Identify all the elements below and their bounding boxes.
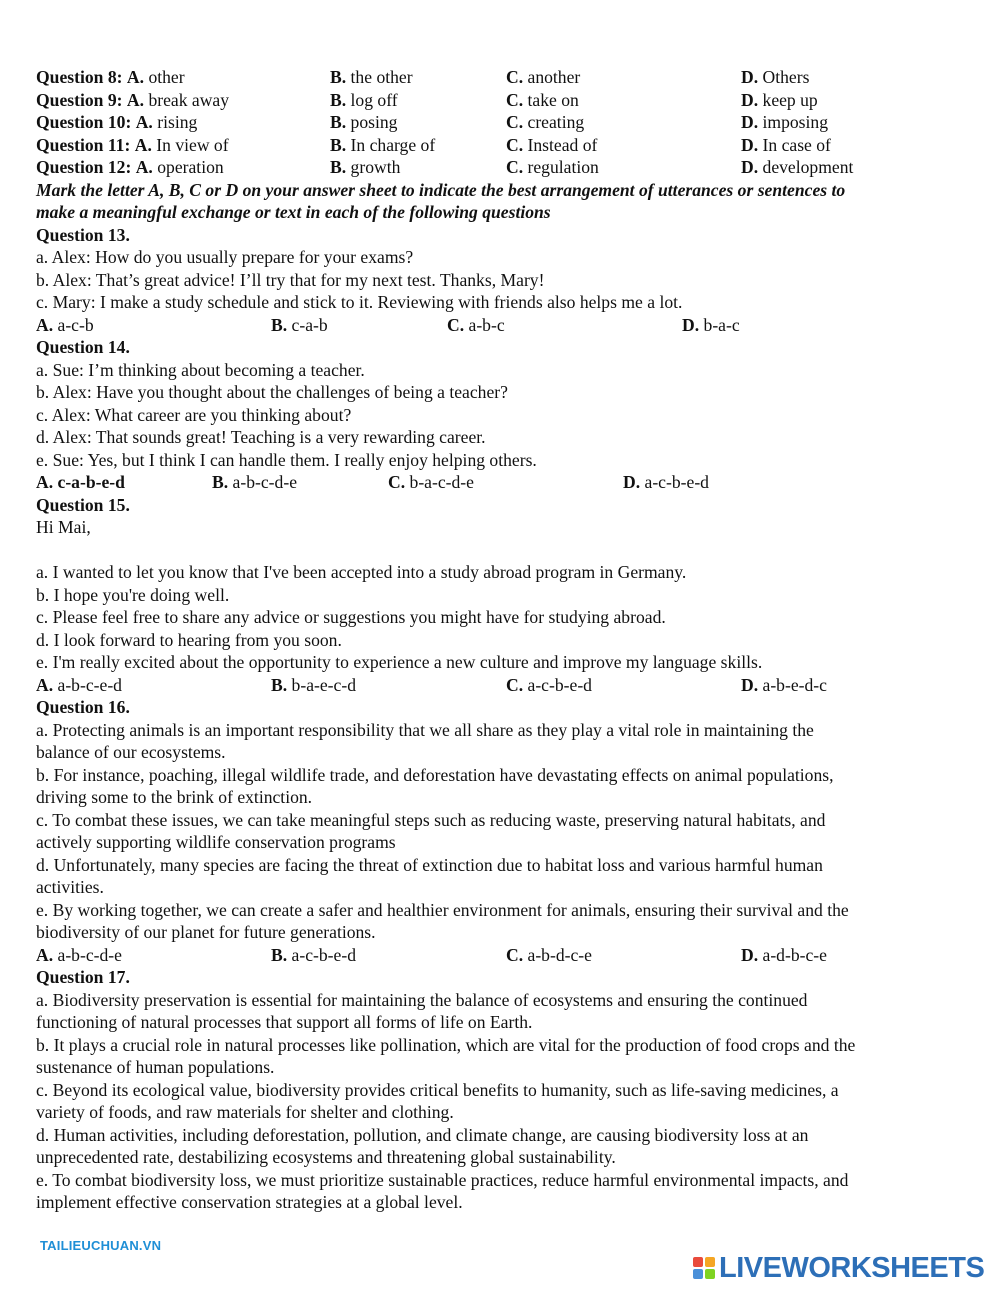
passage-line: d. Human activities, including deforestation, pollution, and climate change, are causing biodiversity loss at an bbox=[36, 1124, 809, 1145]
option-letter: B. bbox=[330, 112, 347, 132]
question-row bbox=[36, 89, 956, 112]
option-c[interactable]: regulation bbox=[527, 157, 599, 177]
option-d[interactable]: a-c-b-e-d bbox=[644, 472, 709, 492]
option-letter: A. bbox=[134, 134, 152, 155]
option-letter: D. bbox=[741, 112, 759, 132]
option-letter: A. bbox=[36, 472, 54, 492]
option-letter: B. bbox=[271, 944, 288, 965]
section-instruction-line2: make a meaningful exchange or text in each of the following questions bbox=[36, 202, 551, 222]
option-b[interactable]: a-b-c-d-e bbox=[232, 472, 298, 492]
letter-line: c. Please feel free to share any advice or suggestions you might have for studying abroad. bbox=[36, 607, 666, 627]
question-title: Question 16. bbox=[36, 697, 130, 717]
option-letter: D. bbox=[741, 89, 759, 110]
dialogue-line: e. Sue: Yes, but I think I can handle them. I really enjoy helping others. bbox=[36, 449, 537, 470]
question-label: Question 11: bbox=[36, 134, 131, 155]
passage-line: unprecedented rate, destabilizing ecosystems and threatening global sustainability. bbox=[36, 1147, 616, 1167]
option-d[interactable]: a-b-e-d-c bbox=[762, 674, 827, 695]
option-a[interactable]: rising bbox=[157, 112, 198, 132]
option-c[interactable]: a-c-b-e-d bbox=[527, 674, 592, 695]
option-letter: C. bbox=[388, 472, 406, 492]
option-letter: A. bbox=[36, 944, 54, 965]
option-b[interactable]: posing bbox=[350, 112, 398, 132]
answer-options bbox=[36, 471, 956, 494]
question-row bbox=[36, 111, 956, 134]
answer-options bbox=[36, 944, 956, 967]
option-a[interactable]: break away bbox=[148, 89, 230, 110]
passage-line: e. By working together, we can create a safer and healthier environment for animals, ensuring their survival and the bbox=[36, 899, 849, 920]
option-c[interactable]: a-b-c bbox=[468, 314, 505, 335]
option-letter: D. bbox=[741, 134, 759, 155]
option-c[interactable]: take on bbox=[527, 89, 579, 110]
option-letter: C. bbox=[447, 314, 465, 335]
option-letter: C. bbox=[506, 67, 524, 87]
question-title: Question 15. bbox=[36, 494, 130, 515]
option-c[interactable]: Instead of bbox=[527, 134, 598, 155]
option-c[interactable]: creating bbox=[527, 112, 585, 132]
dialogue-line: b. Alex: That’s great advice! I’ll try that for my next test. Thanks, Mary! bbox=[36, 269, 545, 290]
option-d[interactable]: imposing bbox=[762, 112, 829, 132]
option-a[interactable]: operation bbox=[157, 157, 224, 177]
option-letter: B. bbox=[271, 314, 288, 335]
option-letter: B. bbox=[212, 472, 229, 492]
passage-line: balance of our ecosystems. bbox=[36, 742, 226, 762]
passage-line: activities. bbox=[36, 877, 104, 897]
question-label: Question 9: bbox=[36, 89, 123, 110]
option-letter: A. bbox=[36, 314, 54, 335]
passage-line: driving some to the brink of extinction. bbox=[36, 787, 313, 807]
passage-line: sustenance of human populations. bbox=[36, 1057, 275, 1077]
letter-greeting: Hi Mai, bbox=[36, 517, 91, 537]
answer-options bbox=[36, 674, 956, 697]
option-rows-top bbox=[36, 66, 956, 179]
option-b[interactable]: a-c-b-e-d bbox=[291, 944, 357, 965]
option-b[interactable]: c-a-b bbox=[291, 314, 328, 335]
option-a[interactable]: a-c-b bbox=[57, 314, 94, 335]
option-b[interactable]: In charge of bbox=[350, 134, 436, 155]
option-letter: C. bbox=[506, 674, 524, 695]
option-letter: C. bbox=[506, 89, 524, 110]
option-a[interactable]: a-b-c-e-d bbox=[57, 674, 122, 695]
option-letter: D. bbox=[741, 944, 759, 965]
letter-line: d. I look forward to hearing from you soon. bbox=[36, 629, 342, 650]
option-b[interactable]: log off bbox=[350, 89, 398, 110]
option-letter: D. bbox=[741, 67, 759, 87]
dialogue-line: c. Mary: I make a study schedule and stick to it. Reviewing with friends also helps me a lot. bbox=[36, 292, 683, 312]
option-letter: C. bbox=[506, 112, 524, 132]
passage-line: actively supporting wildlife conservation programs bbox=[36, 832, 396, 852]
passage-line: d. Unfortunately, many species are facing the threat of extinction due to habitat loss and various harmful human bbox=[36, 854, 823, 875]
passage-line: c. Beyond its ecological value, biodiversity provides critical benefits to humanity, such as life-saving medicines, a bbox=[36, 1079, 839, 1100]
option-letter: A. bbox=[135, 112, 153, 132]
question-row bbox=[36, 156, 956, 179]
option-letter: A. bbox=[36, 674, 54, 695]
option-letter: C. bbox=[506, 157, 524, 177]
option-a[interactable]: c-a-b-e-d bbox=[57, 472, 125, 492]
dialogue-line: a. Alex: How do you usually prepare for your exams? bbox=[36, 247, 414, 267]
option-letter: B. bbox=[330, 67, 347, 87]
option-d[interactable]: development bbox=[762, 157, 854, 177]
option-d[interactable]: In case of bbox=[762, 134, 831, 155]
passage-line: functioning of natural processes that support all forms of life on Earth. bbox=[36, 1012, 533, 1032]
option-letter: A. bbox=[135, 157, 153, 177]
letter-line: e. I'm really excited about the opportunity to experience a new culture and improve my language skills. bbox=[36, 652, 763, 672]
dialogue-line: c. Alex: What career are you thinking about? bbox=[36, 404, 352, 425]
dialogue-line: a. Sue: I’m thinking about becoming a teacher. bbox=[36, 359, 365, 380]
liveworksheets-logo[interactable] bbox=[693, 1252, 984, 1284]
option-letter: D. bbox=[682, 314, 700, 335]
option-letter: D. bbox=[623, 472, 641, 492]
option-d[interactable]: keep up bbox=[762, 89, 818, 110]
passage-line: implement effective conservation strategies at a global level. bbox=[36, 1192, 463, 1212]
letter-line: a. I wanted to let you know that I've been accepted into a study abroad program in Germany. bbox=[36, 562, 687, 582]
option-b[interactable]: the other bbox=[350, 67, 413, 87]
option-d[interactable]: Others bbox=[762, 67, 810, 87]
passage-line: biodiversity of our planet for future generations. bbox=[36, 922, 376, 942]
answer-options bbox=[36, 314, 956, 337]
question-row bbox=[36, 66, 956, 89]
question-label: Question 12: bbox=[36, 157, 132, 177]
passage-line: c. To combat these issues, we can take meaningful steps such as reducing waste, preserving natural habitats, and bbox=[36, 809, 826, 830]
dialogue-line: b. Alex: Have you thought about the challenges of being a teacher? bbox=[36, 382, 508, 402]
passage-line: e. To combat biodiversity loss, we must prioritize sustainable practices, reduce harmful environmental impacts, and bbox=[36, 1169, 849, 1190]
letter-line: b. I hope you're doing well. bbox=[36, 584, 230, 605]
passage-line: a. Biodiversity preservation is essential for maintaining the balance of ecosystems and ensuring the continued bbox=[36, 989, 808, 1010]
option-letter: D. bbox=[741, 157, 759, 177]
option-letter: B. bbox=[271, 674, 288, 695]
liveworksheets-wordmark: LIVEWORKSHEETS bbox=[719, 1251, 985, 1284]
question-title: Question 13. bbox=[36, 224, 130, 245]
option-d[interactable]: b-a-c bbox=[703, 314, 740, 335]
option-letter: A. bbox=[126, 67, 145, 87]
option-letter: B. bbox=[330, 89, 347, 110]
option-letter: A. bbox=[126, 89, 145, 110]
option-b[interactable]: b-a-e-c-d bbox=[291, 674, 357, 695]
dialogue-line: d. Alex: That sounds great! Teaching is a very rewarding career. bbox=[36, 427, 486, 447]
question-title: Question 17. bbox=[36, 967, 130, 987]
option-letter: D. bbox=[741, 674, 759, 695]
option-c[interactable]: another bbox=[527, 67, 581, 87]
option-letter: C. bbox=[506, 134, 524, 155]
liveworksheets-icon bbox=[693, 1257, 715, 1279]
question-label: Question 8: bbox=[36, 67, 123, 87]
passage-line: b. It plays a crucial role in natural processes like pollination, which are vital for the production of food crops and the bbox=[36, 1034, 856, 1055]
option-c[interactable]: b-a-c-d-e bbox=[409, 472, 474, 492]
passage-line: b. For instance, poaching, illegal wildlife trade, and deforestation have devastating effects on animal populations, bbox=[36, 764, 834, 785]
option-d[interactable]: a-d-b-c-e bbox=[762, 944, 827, 965]
option-a[interactable]: a-b-c-d-e bbox=[57, 944, 122, 965]
option-a[interactable]: other bbox=[148, 67, 185, 87]
passage-line: a. Protecting animals is an important responsibility that we all share as they play a vital role in maintaining the bbox=[36, 719, 814, 740]
option-letter: B. bbox=[330, 134, 347, 155]
section-instruction-line1: Mark the letter A, B, C or D on your answer sheet to indicate the best arrangement of utterances or sentences to bbox=[36, 179, 846, 200]
question-label: Question 10: bbox=[36, 112, 132, 132]
option-letter: B. bbox=[330, 157, 347, 177]
worksheet-page bbox=[36, 66, 956, 1214]
passage-line: variety of foods, and raw materials for shelter and clothing. bbox=[36, 1102, 454, 1122]
option-b[interactable]: growth bbox=[350, 157, 401, 177]
tailieuchuan-logo: TAILIEUCHUAN.VN bbox=[40, 1238, 162, 1253]
option-a[interactable]: In view of bbox=[156, 134, 229, 155]
question-row bbox=[36, 134, 956, 157]
question-title: Question 14. bbox=[36, 337, 130, 357]
option-c[interactable]: a-b-d-c-e bbox=[527, 944, 592, 965]
option-letter: C. bbox=[506, 944, 524, 965]
